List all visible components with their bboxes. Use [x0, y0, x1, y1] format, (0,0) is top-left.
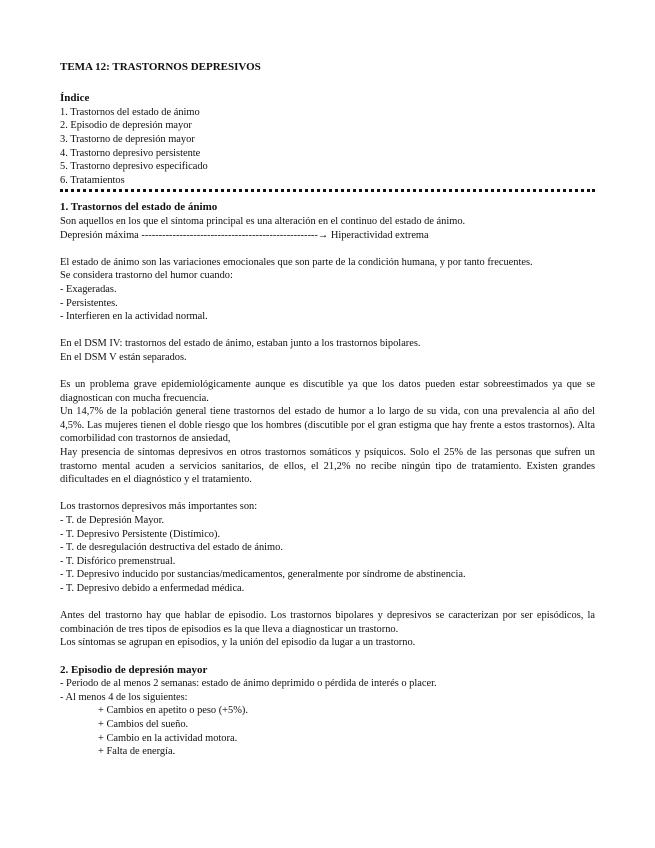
paragraph: Antes del trastorno hay que hablar de episodio. Los trastornos bipolares y depresivos se caracterizan por ser episódicos, la combinación de tres tipos de episodios es la que lleva a diagnosticar un trastorno.: [60, 610, 598, 635]
list-item: - T. Depresivo inducido por sustancias/medicamentos, generalmente por síndrome de abstinencia.: [60, 569, 466, 581]
paragraph: Hay presencia de síntomas depresivos en otros trastornos somáticos y psíquicos. Solo el 25% de las personas que sufren un trastorno mental acuden a servicios sanitarios, de ellos, el 21,2% no recibe ningún tipo de tratamiento. Existen grandes dificultades en el diagnóstico y el tratamiento.: [60, 447, 598, 486]
list-item: - Exageradas.: [60, 283, 117, 295]
index-heading: Índice: [60, 92, 90, 105]
index-item: 6. Tratamientos: [60, 174, 125, 186]
sub-list-item: + Cambios del sueño.: [98, 718, 189, 730]
paragraph: Los trastornos depresivos más importantes son:: [60, 501, 258, 513]
paragraph: En el DSM V están separados.: [60, 351, 187, 363]
paragraph: Los síntomas se agrupan en episodios, y la unión del episodio da lugar a un trastorno.: [60, 637, 416, 649]
paragraph: En el DSM IV: trastornos del estado de ánimo, estaban junto a los trastornos bipolares.: [60, 338, 421, 350]
paragraph: Son aquellos en los que el síntoma principal es una alteración en el continuo del estado de ánimo.: [60, 215, 466, 227]
sub-list-item: + Cambio en la actividad motora.: [98, 732, 238, 744]
list-item: - T. Depresivo Persistente (Distímico).: [60, 528, 221, 540]
list-item: - T. Disfórico premenstrual.: [60, 555, 176, 567]
list-item: - Persistentes.: [60, 297, 118, 309]
list-item: - T. de desregulación destructiva del estado de ánimo.: [60, 542, 283, 554]
list-item: - T. Depresivo debido a enfermedad médica.: [60, 582, 245, 594]
index-item: 2. Episodio de depresión mayor: [60, 120, 192, 132]
list-item: - Periodo de al menos 2 semanas: estado de ánimo deprimido o pérdida de interés o placer.: [60, 678, 437, 690]
paragraph: El estado de ánimo son las variaciones emocionales que son parte de la condición humana, y por tanto frecuentes.: [60, 256, 533, 268]
list-item: - T. de Depresión Mayor.: [60, 515, 165, 526]
index-item: 3. Trastorno de depresión mayor: [60, 133, 195, 145]
sub-list-item: + Cambios en apetito o peso (+5%).: [98, 705, 248, 717]
section1-heading: 1. Trastornos del estado de ánimo: [60, 201, 218, 214]
paragraph: Un 14,7% de la población general tiene trastornos del estado de humor a lo largo de su vida, con una prevalencia al año del 4,5%. Las mujeres tienen el doble riesgo que los hombres (discutible por el gran estigma que hay frente a estos trastornos). Alta comorbilidad con trastornos de ansiedad,: [60, 406, 598, 445]
dotted-separator: [60, 189, 595, 195]
index-item: 5. Trastorno depresivo especificado: [60, 161, 208, 173]
document-title: TEMA 12: TRASTORNOS DEPRESIVOS: [60, 61, 261, 73]
section2-heading: 2. Episodio de depresión mayor: [60, 663, 208, 676]
index-item: 4. Trastorno depresivo persistente: [60, 147, 201, 159]
paragraph: Se considera trastorno del humor cuando:: [60, 270, 233, 282]
continuum-line: Depresión máxima ---------------------------------------------------→ Hiperactividad extrema: [60, 229, 429, 241]
sub-list-item: + Falta de energía.: [98, 746, 176, 758]
paragraph: Es un problema grave epidemiológicamente aunque es discutible ya que los datos pueden estar sobreestimados ya que se diagnostican con mucha frecuencia.: [60, 379, 598, 404]
index-item: 1. Trastornos del estado de ánimo: [60, 106, 200, 118]
list-item: - Al menos 4 de los siguientes:: [60, 691, 188, 703]
list-item: - Interfieren en la actividad normal.: [60, 311, 208, 323]
